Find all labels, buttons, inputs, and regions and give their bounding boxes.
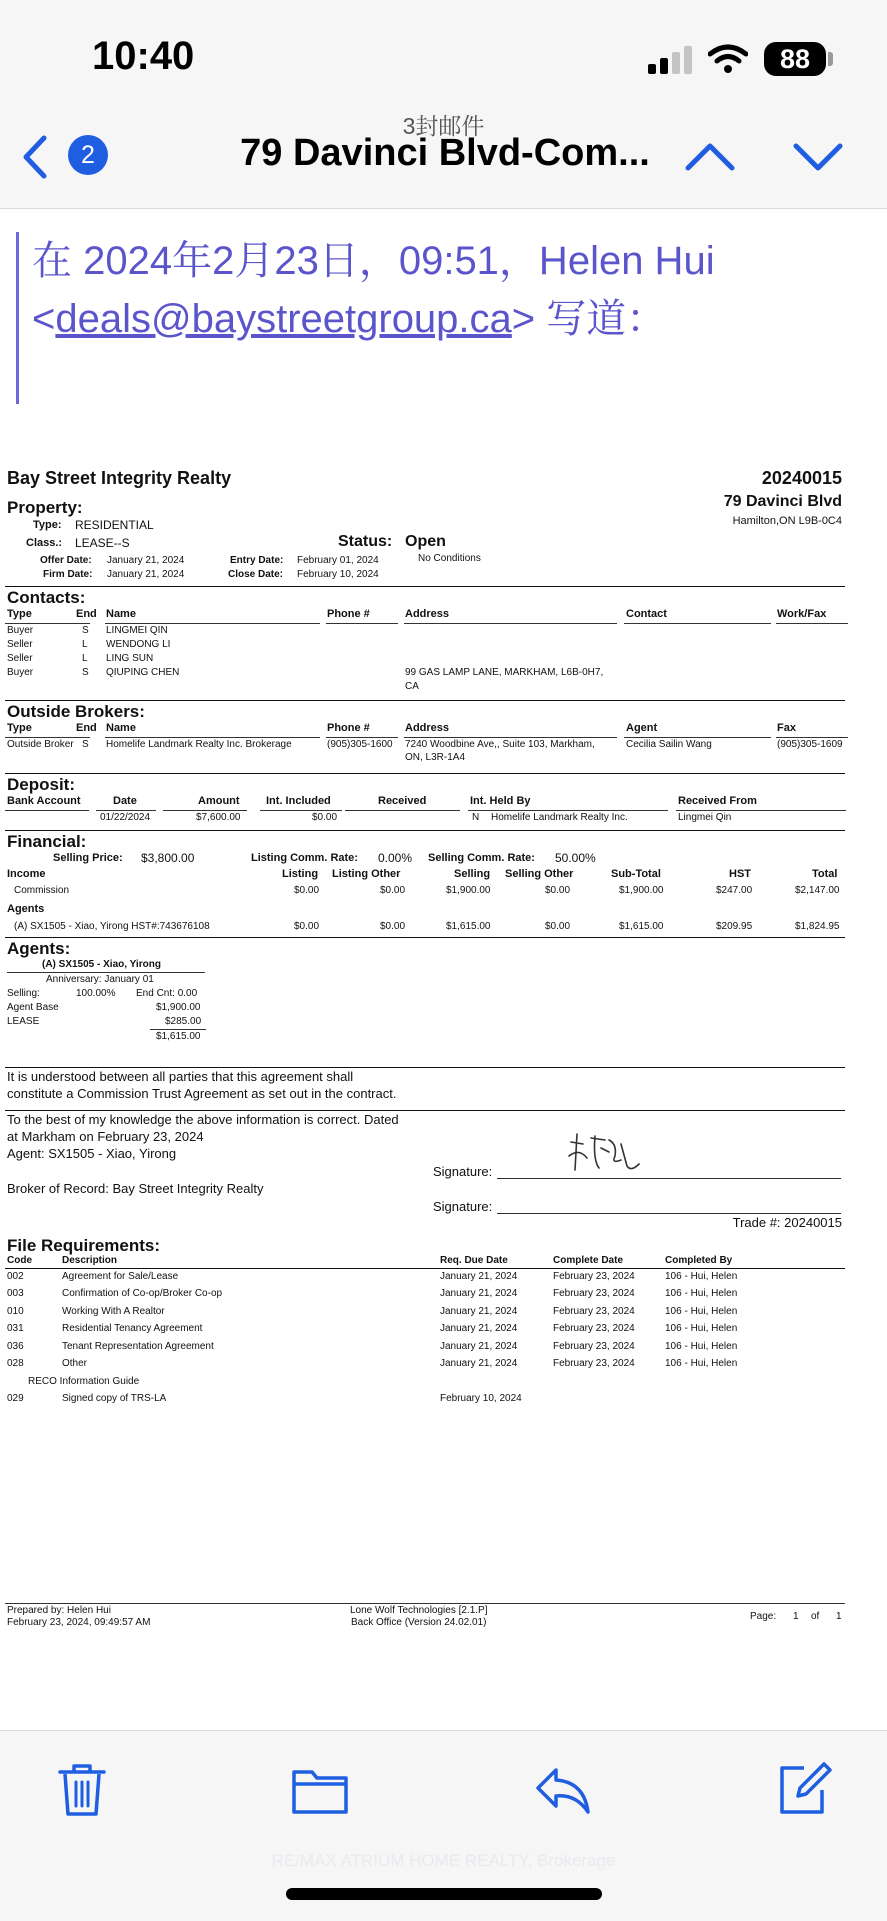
- financial-col-selling-other: Selling Other: [505, 868, 574, 880]
- file-row-due: January 21, 2024: [440, 1271, 518, 1282]
- file-row-description: Confirmation of Co-op/Broker Co-op: [62, 1288, 223, 1299]
- file-row-code: 036: [7, 1341, 24, 1352]
- selling-price-label: Selling Price:: [53, 852, 123, 864]
- knowledge-line2: at Markham on February 23, 2024: [7, 1129, 204, 1144]
- page-total: 1: [836, 1611, 842, 1622]
- deposit-header-underline: [96, 810, 156, 811]
- broker-address-line2: ON, L3R-1A4: [405, 752, 466, 763]
- file-col-description: Description: [62, 1255, 118, 1266]
- contact-end: L: [82, 639, 88, 650]
- file-row-complete: February 23, 2024: [553, 1288, 635, 1299]
- divider: [5, 586, 845, 587]
- page-number: 1: [793, 1611, 799, 1622]
- file-row-description: Signed copy of TRS-LA: [62, 1393, 167, 1404]
- property-city: Hamilton,ON L9B-0C4: [732, 515, 842, 527]
- deposit-held-by: Homelife Landmark Realty Inc.: [491, 812, 628, 823]
- file-col-completed-by: Completed By: [665, 1255, 733, 1266]
- file-row-description: Agreement for Sale/Lease: [62, 1271, 179, 1282]
- deposit-col-received: Received: [378, 795, 427, 807]
- agent-base-value: $1,900.00: [156, 1002, 201, 1013]
- file-row-complete: February 23, 2024: [553, 1323, 635, 1334]
- financial-col-subtotal: Sub-Total: [611, 868, 661, 880]
- battery-icon: 88: [764, 42, 826, 76]
- page-of-label: of: [811, 1611, 820, 1622]
- contact-type: Seller: [7, 653, 33, 664]
- broker-agent: Cecilia Sailin Wang: [626, 739, 712, 750]
- deposit-int-flag: N: [472, 812, 480, 823]
- home-indicator: [286, 1888, 602, 1900]
- agent-selling: $1,615.00: [446, 921, 491, 932]
- software-version: Back Office (Version 24.02.01): [351, 1617, 487, 1628]
- contact-type: Buyer: [7, 625, 34, 636]
- contact-end: S: [82, 667, 89, 678]
- divider: [5, 830, 845, 831]
- brokers-col-end: End: [76, 722, 97, 734]
- brokers-col-agent: Agent: [626, 722, 658, 734]
- status-label: Status:: [338, 533, 393, 550]
- brokers-header-underline: [105, 737, 320, 738]
- page-label: Page:: [750, 1611, 777, 1622]
- divider: [5, 773, 845, 774]
- trade-record-document: [0, 460, 887, 1635]
- file-row-complete: February 23, 2024: [553, 1358, 635, 1369]
- commission-subtotal: $1,900.00: [619, 885, 664, 896]
- back-chevron-icon[interactable]: [18, 134, 50, 180]
- contact-name: LINGMEI QIN: [106, 625, 168, 636]
- agent-selling-label: Selling:: [7, 988, 40, 999]
- file-row-due: February 10, 2024: [440, 1393, 522, 1404]
- file-col-complete: Complete Date: [553, 1255, 624, 1266]
- file-row-by: 106 - Hui, Helen: [665, 1358, 738, 1369]
- financial-col-income: Income: [7, 868, 46, 880]
- agent-lease-label: LEASE: [7, 1016, 40, 1027]
- divider: [5, 1110, 845, 1111]
- signature-line-2: [497, 1213, 841, 1214]
- sender-email-link[interactable]: deals@baystreetgroup.ca: [55, 297, 512, 341]
- agent-anniversary: Anniversary: January 01: [46, 974, 154, 985]
- financial-col-listing-other: Listing Other: [332, 868, 401, 880]
- broker-of-record: Broker of Record: Bay Street Integrity Realty: [7, 1181, 264, 1196]
- deposit-date: 01/22/2024: [100, 812, 151, 823]
- agents-heading: Agents:: [7, 939, 71, 958]
- deposit-header-underline: [5, 810, 89, 811]
- agent-net-underline: [150, 1029, 206, 1030]
- class-value: LEASE--S: [75, 536, 130, 550]
- file-row-code: 028: [7, 1358, 24, 1369]
- file-row-due: January 21, 2024: [440, 1341, 518, 1352]
- brokers-col-name: Name: [106, 722, 136, 734]
- deposit-col-date: Date: [113, 795, 137, 807]
- brokers-col-type: Type: [7, 722, 32, 734]
- agent-selling-other: $0.00: [545, 921, 571, 932]
- contact-name: WENDONG LI: [106, 639, 171, 650]
- trade-number: 20240015: [761, 468, 842, 488]
- agent-name: (A) SX1505 - Xiao, Yirong: [42, 959, 161, 970]
- agent-row-label: (A) SX1505 - Xiao, Yirong HST#:743676108: [14, 921, 210, 932]
- commission-hst: $247.00: [716, 885, 753, 896]
- contact-end: S: [82, 625, 89, 636]
- agents-subheading: Agents: [7, 903, 45, 915]
- compose-icon[interactable]: [774, 1760, 834, 1820]
- knowledge-line3: Agent: SX1505 - Xiao, Yirong: [7, 1146, 177, 1161]
- trust-agreement-line1: It is understood between all parties that this agreement shall: [7, 1069, 354, 1084]
- file-requirements-heading: File Requirements:: [7, 1236, 161, 1255]
- financial-col-hst: HST: [729, 868, 751, 880]
- file-row-by: 106 - Hui, Helen: [665, 1271, 738, 1282]
- deposit-received-from: Lingmei Qin: [678, 812, 732, 823]
- property-heading: Property:: [7, 498, 83, 517]
- contacts-header-underline: [776, 623, 848, 624]
- divider: [5, 700, 845, 701]
- file-row-description: Tenant Representation Agreement: [62, 1341, 214, 1352]
- prepared-by: Prepared by: Helen Hui: [7, 1605, 111, 1616]
- divider: [5, 937, 845, 938]
- agent-end-count: End Cnt: 0.00: [136, 988, 198, 999]
- deposit-header-underline: [676, 810, 846, 811]
- type-value: RESIDENTIAL: [75, 518, 154, 532]
- agent-subtotal: $1,615.00: [619, 921, 664, 932]
- close-date-value: February 10, 2024: [297, 569, 379, 580]
- contacts-col-type: Type: [7, 608, 32, 620]
- file-row-code: 029: [7, 1393, 24, 1404]
- battery-tip: [828, 52, 833, 66]
- brokers-heading: Outside Brokers:: [7, 702, 145, 721]
- next-message-chevron-down-icon[interactable]: [792, 140, 844, 174]
- contacts-header-underline: [404, 623, 617, 624]
- file-row-code: 002: [7, 1271, 24, 1282]
- deposit-header-underline: [260, 810, 342, 811]
- deposit-col-int-included: Int. Included: [266, 795, 331, 807]
- contact-end: L: [82, 653, 88, 664]
- prepared-date: February 23, 2024, 09:49:57 AM: [7, 1617, 151, 1628]
- folder-icon[interactable]: [290, 1760, 350, 1820]
- brokers-col-address: Address: [405, 722, 450, 734]
- agent-total: $1,824.95: [795, 921, 840, 932]
- contact-type: Buyer: [7, 667, 34, 678]
- status-value: Open: [405, 533, 446, 550]
- firm-date-label: Firm Date:: [43, 569, 93, 580]
- commission-selling-other: $0.00: [545, 885, 571, 896]
- deposit-col-received-from: Received From: [678, 795, 757, 807]
- brokers-col-fax: Fax: [777, 722, 796, 734]
- brokers-header-underline: [5, 737, 90, 738]
- brokers-header-underline: [776, 737, 848, 738]
- quoted-header: [32, 232, 715, 348]
- conditions-value: No Conditions: [418, 553, 481, 564]
- reply-icon[interactable]: [532, 1760, 592, 1820]
- brokers-header-underline: [624, 737, 771, 738]
- divider: [5, 1067, 845, 1068]
- file-row-by: 106 - Hui, Helen: [665, 1323, 738, 1334]
- handwritten-signature: [565, 1130, 645, 1178]
- broker-phone: (905)305-1600: [327, 739, 393, 750]
- trash-icon[interactable]: [52, 1760, 112, 1820]
- deposit-col-amount: Amount: [198, 795, 240, 807]
- broker-type: Outside Broker: [7, 739, 74, 750]
- footer-rule: [5, 1603, 845, 1604]
- agent-listing-other: $0.00: [380, 921, 406, 932]
- contact-address-line2: CA: [405, 681, 419, 692]
- company-name: Bay Street Integrity Realty: [7, 468, 232, 488]
- entry-date-label: Entry Date:: [230, 555, 284, 566]
- file-row-description: Residential Tenancy Agreement: [62, 1323, 203, 1334]
- reco-guide: RECO Information Guide: [28, 1376, 140, 1387]
- cellular-signal-icon: [648, 46, 694, 74]
- contacts-header-underline: [326, 623, 398, 624]
- contact-type: Seller: [7, 639, 33, 650]
- contacts-col-phone: Phone #: [327, 608, 370, 620]
- deposit-header-underline: [345, 810, 460, 811]
- brokerage-watermark: RE/MAX ATRIUM HOME REALTY, Brokerage: [271, 1851, 616, 1870]
- contacts-col-end: End: [76, 608, 97, 620]
- file-row-by: 106 - Hui, Helen: [665, 1306, 738, 1317]
- offer-date-label: Offer Date:: [40, 555, 92, 566]
- file-row-by: 106 - Hui, Helen: [665, 1341, 738, 1352]
- previous-message-chevron-up-icon[interactable]: [684, 140, 736, 174]
- file-row-by: 106 - Hui, Helen: [665, 1288, 738, 1299]
- agent-name-underline: [7, 972, 205, 973]
- agent-base-label: Agent Base: [7, 1002, 59, 1013]
- financial-col-total: Total: [812, 868, 838, 880]
- file-row-due: January 21, 2024: [440, 1323, 518, 1334]
- file-row-complete: February 23, 2024: [553, 1306, 635, 1317]
- brokers-header-underline: [404, 737, 617, 738]
- file-row-due: January 21, 2024: [440, 1306, 518, 1317]
- quoted-header-line2: [32, 290, 715, 348]
- brokers-header-underline: [326, 737, 398, 738]
- agent-selling-pct: 100.00%: [76, 988, 116, 999]
- file-row-description: Working With A Realtor: [62, 1306, 165, 1317]
- offer-date-value: January 21, 2024: [107, 555, 185, 566]
- signature-label-2: Signature:: [433, 1199, 493, 1214]
- contact-address: 99 GAS LAMP LANE, MARKHAM, L6B-0H7,: [405, 667, 604, 678]
- contact-name: LING SUN: [106, 653, 154, 664]
- contacts-heading: Contacts:: [7, 588, 86, 607]
- brokers-col-phone: Phone #: [327, 722, 370, 734]
- deposit-col-int-held: Int. Held By: [470, 795, 531, 807]
- quote-open-bracket: <: [32, 297, 56, 341]
- contacts-col-contact: Contact: [626, 608, 667, 620]
- deposit-header-underline: [163, 810, 247, 811]
- signature-line-1: [497, 1178, 841, 1179]
- financial-heading: Financial:: [7, 832, 87, 851]
- selling-rate-label: Selling Comm. Rate:: [428, 852, 535, 864]
- quote-close: > 写道：: [511, 297, 667, 341]
- file-col-code: Code: [7, 1255, 32, 1266]
- status-time: 10:40: [92, 34, 195, 78]
- agent-net-value: $1,615.00: [156, 1031, 201, 1042]
- entry-date-value: February 01, 2024: [297, 555, 379, 566]
- trade-number-footer: Trade #: 20240015: [732, 1215, 842, 1230]
- property-address: 79 Davinci Blvd: [723, 493, 842, 510]
- quote-bar: [16, 232, 19, 404]
- commission-listing: $0.00: [294, 885, 320, 896]
- listing-rate-value: 0.00%: [378, 851, 413, 865]
- deposit-heading: Deposit:: [7, 775, 75, 794]
- file-row-due: January 21, 2024: [440, 1358, 518, 1369]
- message-count-label: 3封邮件: [402, 113, 485, 139]
- divider: [5, 1268, 845, 1269]
- file-row-due: January 21, 2024: [440, 1288, 518, 1299]
- contacts-header-underline: [105, 623, 320, 624]
- deposit-col-bank: Bank Account: [7, 795, 81, 807]
- contacts-header-underline: [5, 623, 90, 624]
- commission-total: $2,147.00: [795, 885, 840, 896]
- file-row-code: 010: [7, 1306, 24, 1317]
- financial-col-listing: Listing: [282, 868, 319, 880]
- listing-rate-label: Listing Comm. Rate:: [251, 852, 358, 864]
- contacts-col-address: Address: [405, 608, 450, 620]
- contacts-header-underline: [624, 623, 771, 624]
- commission-label: Commission: [14, 885, 70, 896]
- selling-price-value: $3,800.00: [141, 851, 195, 865]
- contacts-col-workfax: Work/Fax: [777, 608, 827, 620]
- email-subject-title: 79 Davinci Blvd-Com...: [240, 132, 650, 174]
- deposit-header-underline: [468, 810, 668, 811]
- financial-col-selling: Selling: [454, 868, 491, 880]
- broker-end: S: [82, 739, 89, 750]
- close-date-label: Close Date:: [228, 569, 284, 580]
- back-count-badge[interactable]: 2: [68, 135, 108, 175]
- file-row-complete: February 23, 2024: [553, 1341, 635, 1352]
- commission-selling: $1,900.00: [446, 885, 491, 896]
- software-name: Lone Wolf Technologies [2.1.P]: [350, 1605, 488, 1616]
- knowledge-line1: To the best of my knowledge the above information is correct. Dated: [7, 1112, 399, 1127]
- broker-name: Homelife Landmark Realty Inc. Brokerage: [106, 739, 292, 750]
- file-row-code: 003: [7, 1288, 24, 1299]
- trust-agreement-line2: constitute a Commission Trust Agreement as set out in the contract.: [7, 1086, 397, 1101]
- signature-label-1: Signature:: [433, 1164, 493, 1179]
- file-col-due: Req. Due Date: [440, 1255, 508, 1266]
- contacts-col-name: Name: [106, 608, 136, 620]
- file-row-code: 031: [7, 1323, 24, 1334]
- file-row-description: Other: [62, 1358, 88, 1369]
- quoted-header-line1: 在 2024年2月23日，09:51，Helen Hui: [32, 239, 715, 283]
- class-label: Class.:: [26, 537, 63, 549]
- type-label: Type:: [33, 519, 62, 531]
- agent-hst: $209.95: [716, 921, 753, 932]
- agent-lease-value: $285.00: [165, 1016, 202, 1027]
- selling-rate-value: 50.00%: [555, 851, 596, 865]
- commission-listing-other: $0.00: [380, 885, 406, 896]
- broker-fax: (905)305-1609: [777, 739, 843, 750]
- contact-name: QIUPING CHEN: [106, 667, 180, 678]
- wifi-icon: [708, 44, 748, 74]
- deposit-amount: $7,600.00: [196, 812, 241, 823]
- agent-listing: $0.00: [294, 921, 320, 932]
- firm-date-value: January 21, 2024: [107, 569, 185, 580]
- file-row-complete: February 23, 2024: [553, 1271, 635, 1282]
- deposit-int-included: $0.00: [312, 812, 338, 823]
- broker-address: 7240 Woodbine Ave,, Suite 103, Markham,: [405, 739, 595, 750]
